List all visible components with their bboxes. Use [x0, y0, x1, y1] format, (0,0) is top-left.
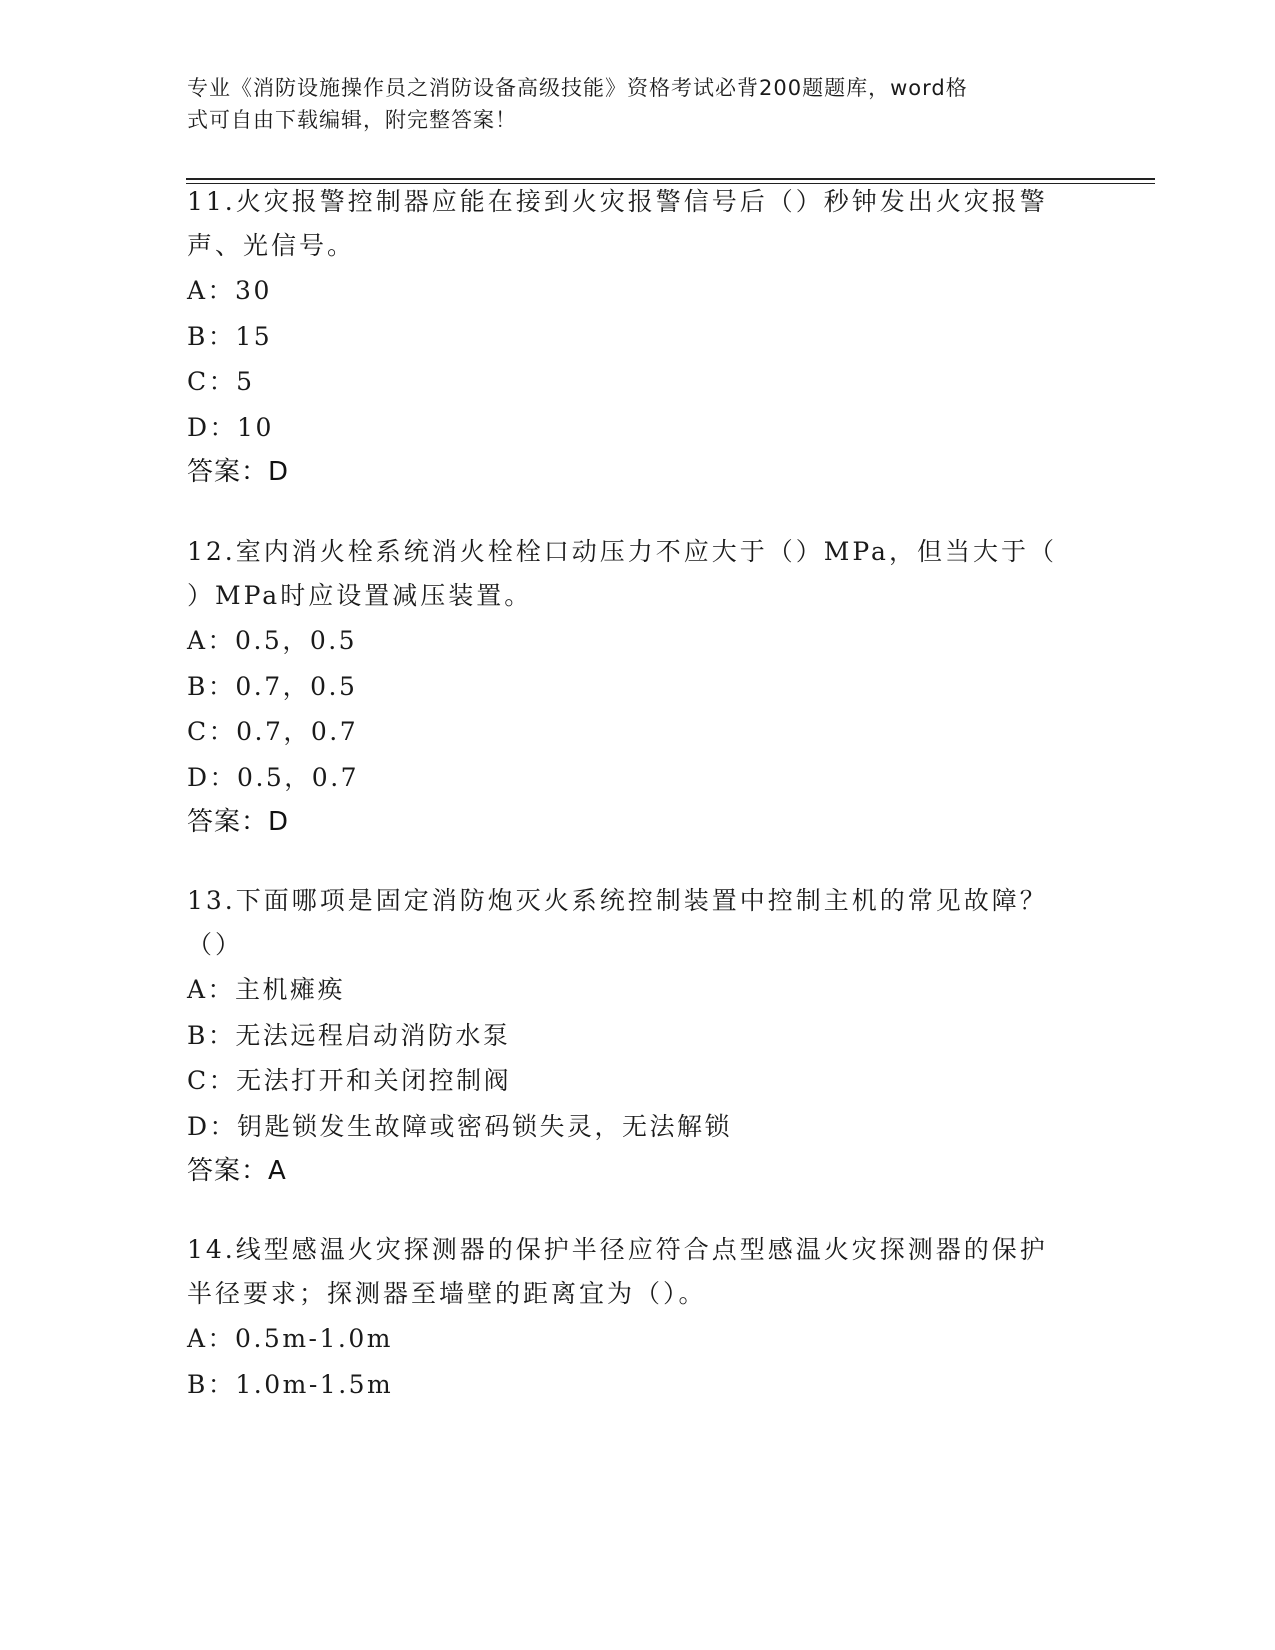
option-d: D：10: [187, 412, 274, 442]
question-12: [187, 530, 1087, 844]
option-d: D：钥匙锁发生故障或密码锁失灵，无法解锁: [187, 1111, 733, 1141]
question-text-line-1: 14.线型感温火灾探测器的保护半径应符合点型感温火灾探测器的保护: [187, 1235, 1048, 1264]
option-a: A：主机瘫痪: [187, 975, 346, 1004]
question-text-line-2: 声、光信号。: [187, 231, 356, 260]
answer-label: 答案：A: [187, 1156, 287, 1186]
question-text-line-2: ）MPa时应设置减压装置。: [187, 581, 533, 610]
question-text-line-1: 13.下面哪项是固定消防炮灭火系统控制装置中控制主机的常见故障？: [187, 886, 1048, 915]
option-c: C：0.7，0.7: [187, 717, 359, 746]
header-line-1: 专业《消防设施操作员之消防设备高级技能》资格考试必背200题题库，word格: [187, 76, 968, 100]
option-d: D：0.5，0.7: [187, 762, 360, 792]
option-a: A：0.5，0.5: [187, 626, 358, 655]
question-text-line-2: 半径要求；探测器至墙壁的距离宜为（）。: [187, 1279, 707, 1308]
question-13: [187, 879, 1087, 1193]
option-b: B：0.7，0.5: [187, 671, 358, 701]
option-c: C：5: [187, 367, 255, 396]
option-a: A：30: [187, 276, 272, 305]
option-b: B：1.0m-1.5m: [187, 1369, 394, 1399]
question-text-line-2: （）: [187, 930, 244, 959]
question-text-line-1: 11.火灾报警控制器应能在接到火灾报警信号后（）秒钟发出火灾报警: [187, 187, 1048, 216]
option-b: B：无法远程启动消防水泵: [187, 1020, 511, 1050]
answer-label: 答案：D: [187, 807, 290, 837]
option-a: A：0.5m-1.0m: [187, 1324, 393, 1353]
answer-label: 答案：D: [187, 457, 290, 487]
header-line-2: 式可自由下载编辑，附完整答案！: [187, 108, 517, 132]
question-text-line-1: 12.室内消火栓系统消火栓栓口动压力不应大于（）MPa，但当大于（: [187, 537, 1057, 566]
question-14: [187, 1228, 1087, 1407]
document-header: [187, 72, 1067, 136]
question-11: [187, 180, 1087, 494]
option-b: B：15: [187, 321, 273, 351]
option-c: C：无法打开和关闭控制阀: [187, 1066, 512, 1095]
